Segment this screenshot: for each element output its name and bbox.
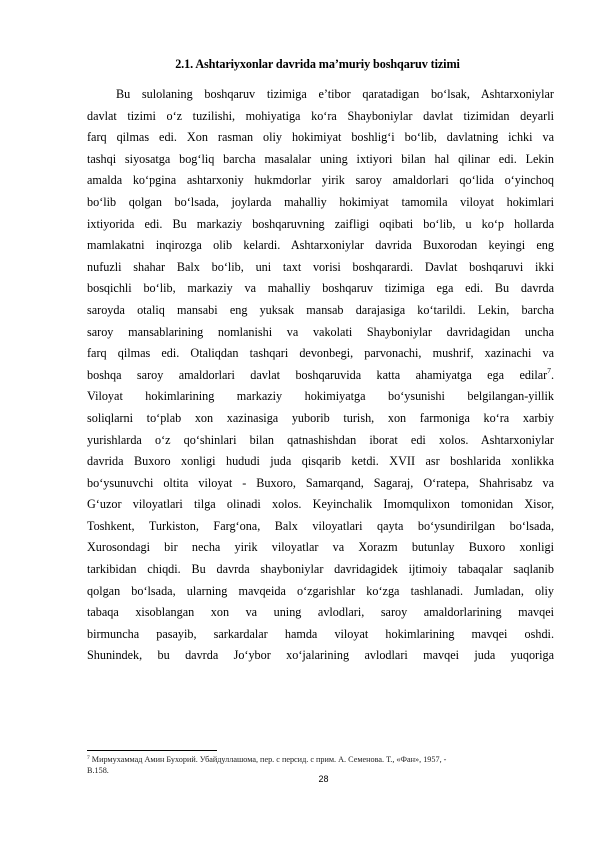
body-line: saroyda otaliq mansabi eng yuksak mansab darajasiga ko‘tarildi. Lekin, barcha xyxy=(87,302,554,317)
body-line: ixtiyorida edi. Bu markaziy boshqaruvning zaifligi oqibati bo‘lib, u ko‘p hollarda xyxy=(87,216,554,231)
footnote-text: Мирмухаммад Амин Бухорий. Убайдуллашома, пер. с персид. с прим. А. Семенова. Т., «Фан», 1957, - xyxy=(91,755,447,764)
body-line: amalda ko‘pgina ashtarxoniy hukmdorlar yirik saroy amaldorlari qo‘lida o‘yinchoq xyxy=(87,173,554,188)
body-line: davrida Buxoro xonligi hududi juda qisqarib ketdi. XVII asr boshlarida xonlikka xyxy=(87,454,554,469)
body-line: davlat tizimi o‘z tuzilishi, mohiyatiga ko‘ra Shayboniylar davlat tizimidan deyarli xyxy=(87,108,554,123)
body-line: saroy mansablarining nomlanishi va vakolati Shayboniylar davridagidan uncha xyxy=(87,324,554,339)
footnote-reference-tail: . xyxy=(550,367,554,382)
footnote-line-2: В.158. xyxy=(87,765,109,775)
page-number: 28 xyxy=(318,774,329,784)
body-line: tashqi siyosatga bog‘liq barcha masalalar uning ixtiyori bilan hal qilinar edi. Lekin xyxy=(87,151,554,166)
footnote-divider xyxy=(87,750,217,751)
body-text xyxy=(87,84,554,667)
body-line: Bu sulolaning boshqaruv tizimiga e’tibor qaratadigan bo‘lsak, Ashtarxoniylar xyxy=(116,87,554,101)
body-line: Toshkent, Turkiston, Farg‘ona, Balx viloyatlari qayta bo‘ysundirilgan bo‘lsada, xyxy=(87,518,554,533)
body-line: farq qilmas edi. Otaliqdan tashqari devonbegi, parvonachi, mushrif, xazinachi va xyxy=(87,346,554,361)
body-line: mamlakatni inqirozga olib kelardi. Ashtarxoniylar davrida Buxorodan keyingi eng xyxy=(87,238,554,253)
body-line: qolgan bo‘lsada, ularning mavqeida o‘zgarishlar ko‘zga tashlanadi. Jumladan, oliy xyxy=(87,583,554,598)
body-line: Xurosondagi bir necha yirik viloyatlar va Xorazm butunlay Buxoro xonligi xyxy=(87,540,554,555)
body-line: tarkibidan chiqdi. Bu davrda shayboniylar davridagidek ijtimoiy tabaqalar saqlanib xyxy=(87,562,554,577)
body-line-text: boshqa saroy amaldorlari davlat boshqaruvida katta ahamiyatga ega edilar xyxy=(87,367,548,382)
body-line: bosqichli bo‘lib, markaziy va mahalliy boshqaruv tizimiga ega edi. Bu davrda xyxy=(87,281,554,296)
footnote xyxy=(87,755,554,776)
body-line: Viloyat hokimlarining markaziy hokimiyatga bo‘ysunishi belgilangan-yillik xyxy=(87,389,554,404)
body-line: soliqlarni to‘plab xon xazinasiga yuborib turish, xon farmoniga ko‘ra xarbiy xyxy=(87,410,554,425)
body-line: bo‘lib qolgan bo‘lsada, joylarda mahalliy hokimiyat tamomila viloyat hokimlari xyxy=(87,194,554,209)
body-line: farq qilmas edi. Xon rasman oliy hokimiyat boshlig‘i bo‘lib, davlatning ichki va xyxy=(87,130,554,145)
body-line-with-footnote xyxy=(87,365,554,387)
body-line: nufuzli shahar Balx bo‘lib, uni taxt vorisi boshqarardi. Davlat boshqaruvi ikki xyxy=(87,259,554,274)
footnote-reference[interactable]: 7 xyxy=(547,365,551,375)
body-line: tabaqa xisoblangan xon va uning avlodlari, saroy amaldorlarining mavqei xyxy=(87,605,554,620)
footnote-mark: 7 xyxy=(87,755,90,761)
body-line: yurishlarda o‘z qo‘shinlari bilan qatnashishdan iborat edi xolos. Ashtarxoniylar xyxy=(87,432,554,447)
body-line: Shunindek, bu davrda Jo‘ybor xo‘jalarining avlodlari mavqei juda yuqoriga xyxy=(87,648,554,663)
body-line: birmuncha pasayib, sarkardalar hamda viloyat hokimlarining mavqei oshdi. xyxy=(87,626,554,641)
body-line: bo‘ysunuvchi oltita viloyat - Buxoro, Samarqand, Sagaraj, O‘ratepa, Shahrisabz va xyxy=(87,475,554,490)
body-line: G‘uzor viloyatlari tilga olinadi xolos. Keyinchalik Imomqulixon tomonidan Xisor, xyxy=(87,497,554,512)
footnote-line xyxy=(87,755,554,766)
section-title: 2.1. Ashtariyxonlar davrida ma’muriy boshqaruv tizimi xyxy=(175,57,460,71)
